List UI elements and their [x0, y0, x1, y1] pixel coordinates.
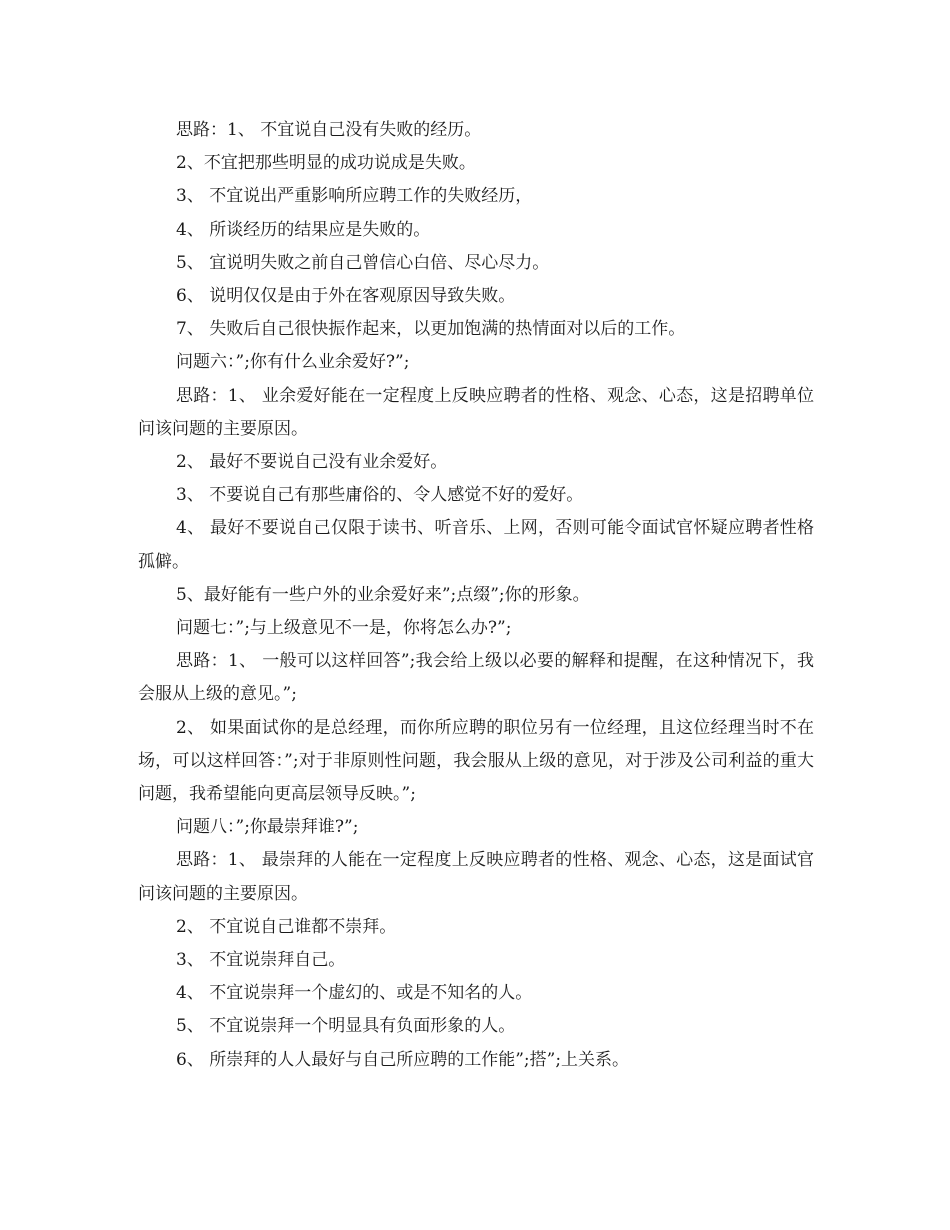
document-body [138, 114, 814, 1077]
paragraph: 思路：1、 最崇拜的人能在一定程度上反映应聘者的性格、观念、心态，这是面试官问该问题的主要原因。 [138, 850, 814, 904]
paragraph: 4、 所谈经历的结果应是失败的。 [176, 219, 431, 240]
paragraph: 5、 宜说明失败之前自己曾信心白倍、尽心尽力。 [176, 252, 550, 273]
paragraph: 4、 不宜说崇拜一个虚幻的、或是不知名的人。 [176, 983, 533, 1004]
paragraph: 思路：1、 业余爱好能在一定程度上反映应聘者的性格、观念、心态，这是招聘单位问该问题的主要原因。 [138, 385, 814, 439]
paragraph: 5、 不宜说崇拜一个明显具有负面形象的人。 [176, 1016, 516, 1037]
question-heading: 问题六：”;你有什么业余爱好?”; [176, 352, 410, 373]
paragraph: 4、 最好不要说自己仅限于读书、听音乐、上网，否则可能令面试官怀疑应聘者性格孤僻。 [138, 518, 814, 572]
paragraph: 7、 失败后自己很快振作起来，以更加饱满的热情面对以后的工作。 [176, 319, 686, 340]
paragraph: 2、 最好不要说自己没有业余爱好。 [176, 452, 448, 473]
paragraph: 6、 说明仅仅是由于外在客观原因导致失败。 [176, 286, 516, 307]
paragraph: 思路：1、 不宜说自己没有失败的经历。 [176, 120, 482, 140]
paragraph: 5、最好能有一些户外的业余爱好来”;点缀”;你的形象。 [176, 584, 590, 605]
question-heading: 问题八：”;你最崇拜谁?”; [176, 817, 359, 838]
paragraph: 2、不宜把那些明显的成功说成是失败。 [176, 153, 476, 174]
question-heading: 问题七：”;与上级意见不一是，你将怎么办?”; [176, 618, 512, 639]
paragraph: 6、 所崇拜的人人最好与自己所应聘的工作能”;搭”;上关系。 [176, 1049, 630, 1070]
paragraph: 3、 不宜说崇拜自己。 [176, 950, 346, 971]
paragraph: 思路：1、 一般可以这样回答”;我会给上级以必要的解释和提醒，在这种情况下，我会服从上级的意见。”; [138, 651, 814, 705]
paragraph: 3、 不宜说出严重影响所应聘工作的失败经历， [176, 186, 533, 207]
paragraph: 3、 不要说自己有那些庸俗的、令人感觉不好的爱好。 [176, 485, 584, 506]
paragraph: 2、 如果面试你的是总经理，而你所应聘的职位另有一位经理，且这位经理当时不在场，可以这样回答：”;对于非原则性问题，我会服从上级的意见，对于涉及公司利益的重大问题，我希望能向更高层领导反映。”; [138, 717, 814, 805]
paragraph: 2、 不宜说自己谁都不崇拜。 [176, 916, 397, 937]
